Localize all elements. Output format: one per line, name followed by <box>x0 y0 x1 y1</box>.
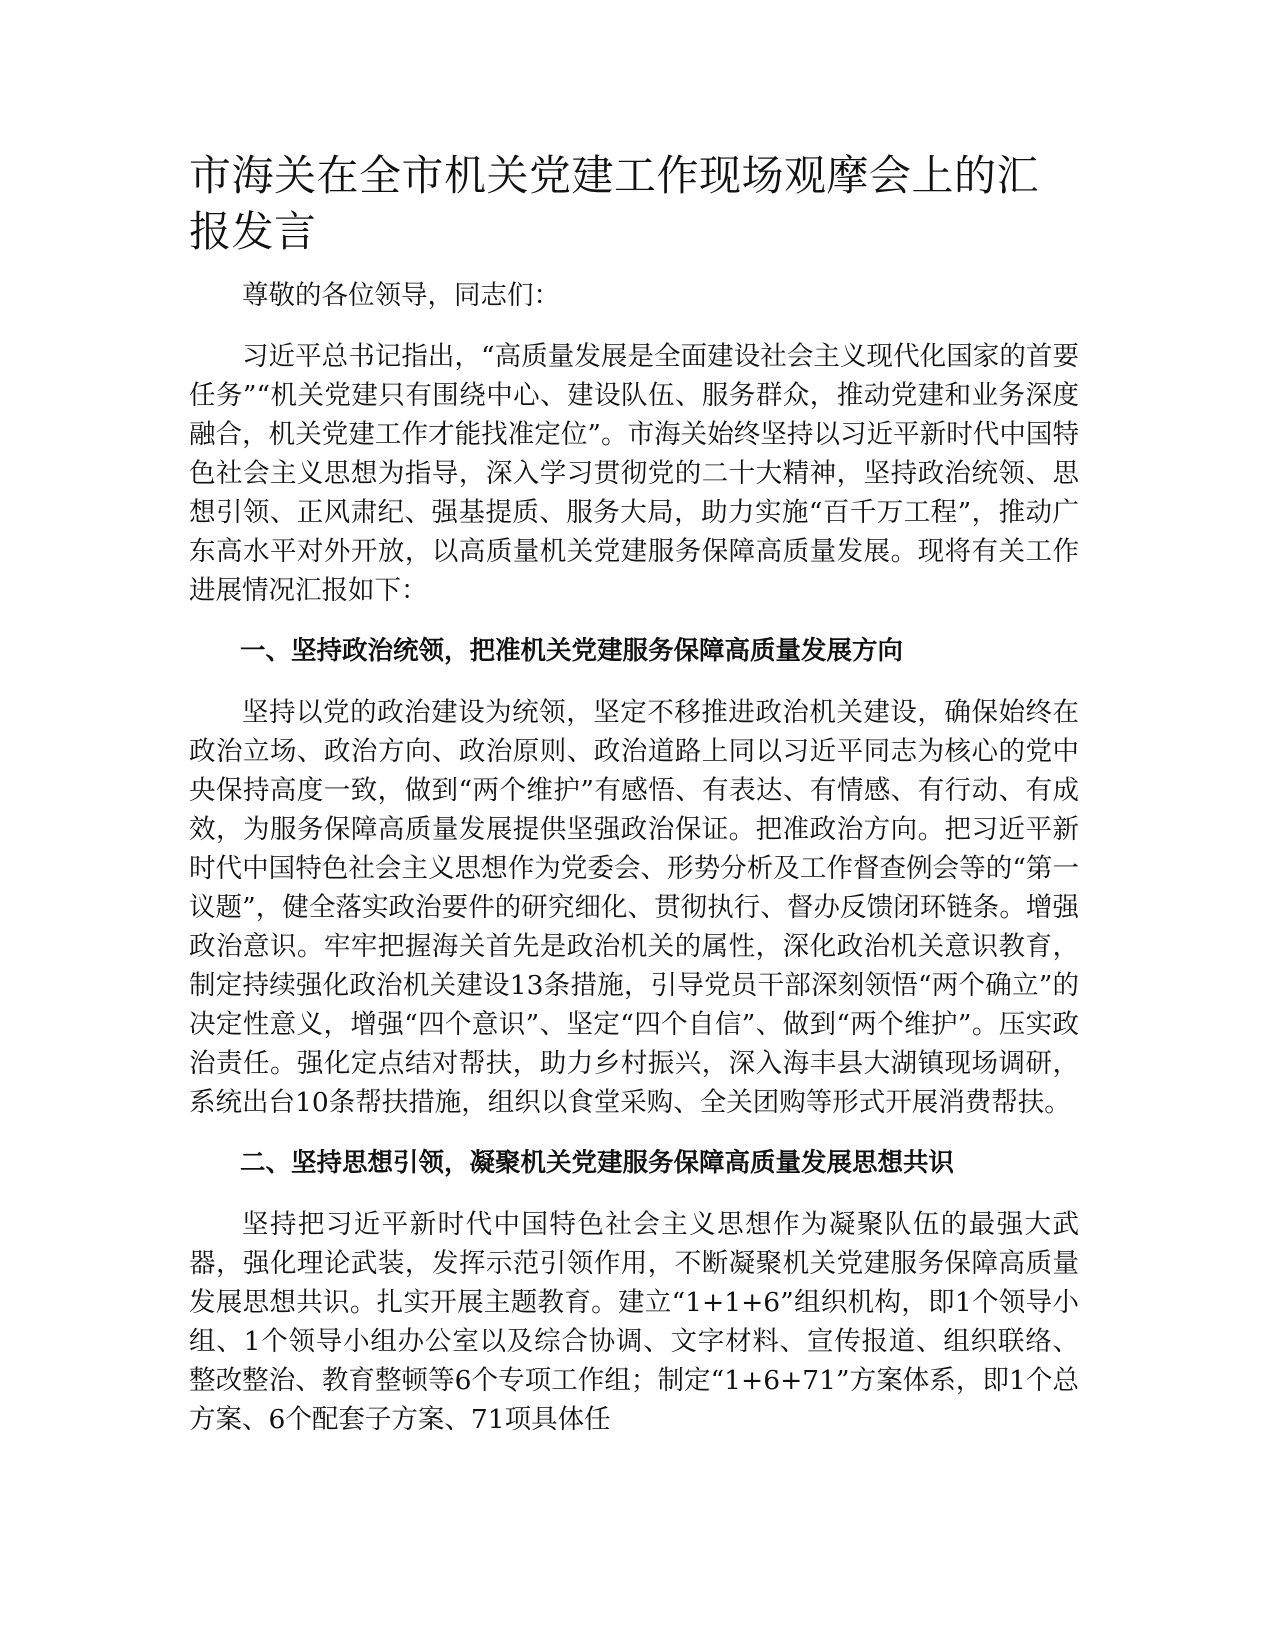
section-1-paragraph: 坚持以党的政治建设为统领，坚定不移推进政治机关建设，确保始终在政治立场、政治方向、政治原则、政治道路上同以习近平同志为核心的党中央保持高度一致，做到“两个维护”有感悟、有表达、有情感、有行动、有成效，为服务保障高质量发展提供坚强政治保证。把准政治方向。把习近平新时代中国特色社会主义思想作为党委会、形势分析及工作督查例会等的“第一议题”，健全落实政治要件的研究细化、贯彻执行、督办反馈闭环链条。增强政治意识。牢牢把握海关首先是政治机关的属性，深化政治机关意识教育，制定持续强化政治机关建设13条措施，引导党员干部深刻领悟“两个确立”的决定性意义，增强“四个意识”、坚定“四个自信”、做到“两个维护”。压实政治责任。强化定点结对帮扶，助力乡村振兴，深入海丰县大湖镇现场调研，系统出台10条帮扶措施，组织以食堂采购、全关团购等形式开展消费帮扶。 <box>189 697 1079 1118</box>
intro-paragraph: 习近平总书记指出，“高质量发展是全面建设社会主义现代化国家的首要任务”“机关党建只有围绕中心、建设队伍、服务群众，推动党建和业务深度融合，机关党建工作才能找准定位”。市海关始终坚持以习近平新时代中国特色社会主义思想为指导，深入学习贯彻党的二十大精神，坚持政治统领、思想引领、正风肃纪、强基提质、服务大局，助力实施“百千万工程”，推动广东高水平对外开放，以高质量机关党建服务保障高质量发展。现将有关工作进展情况汇报如下： <box>189 341 1079 606</box>
document-body <box>189 148 1079 1461</box>
section-1-heading: 一、坚持政治统领，把准机关党建服务保障高质量发展方向 <box>240 636 904 666</box>
section-2-paragraph: 坚持把习近平新时代中国特色社会主义思想作为凝聚队伍的最强大武器，强化理论武装，发挥示范引领作用，不断凝聚机关党建服务保障高质量发展思想共识。扎实开展主题教育。建立“1+1+6”组织机构，即1个领导小组、1个领导小组办公室以及综合协调、文字材料、宣传报道、组织联络、整改整治、教育整顿等6个专项工作组；制定“1+6+71”方案体系，即1个总方案、6个配套子方案、71项具体任 <box>189 1209 1079 1435</box>
section-2-heading: 二、坚持思想引领，凝聚机关党建服务保障高质量发展思想共识 <box>240 1148 955 1178</box>
document-title: 市海关在全市机关党建工作现场观摩会上的汇报发言 <box>189 151 1040 256</box>
salutation: 尊敬的各位领导，同志们： <box>242 280 560 311</box>
